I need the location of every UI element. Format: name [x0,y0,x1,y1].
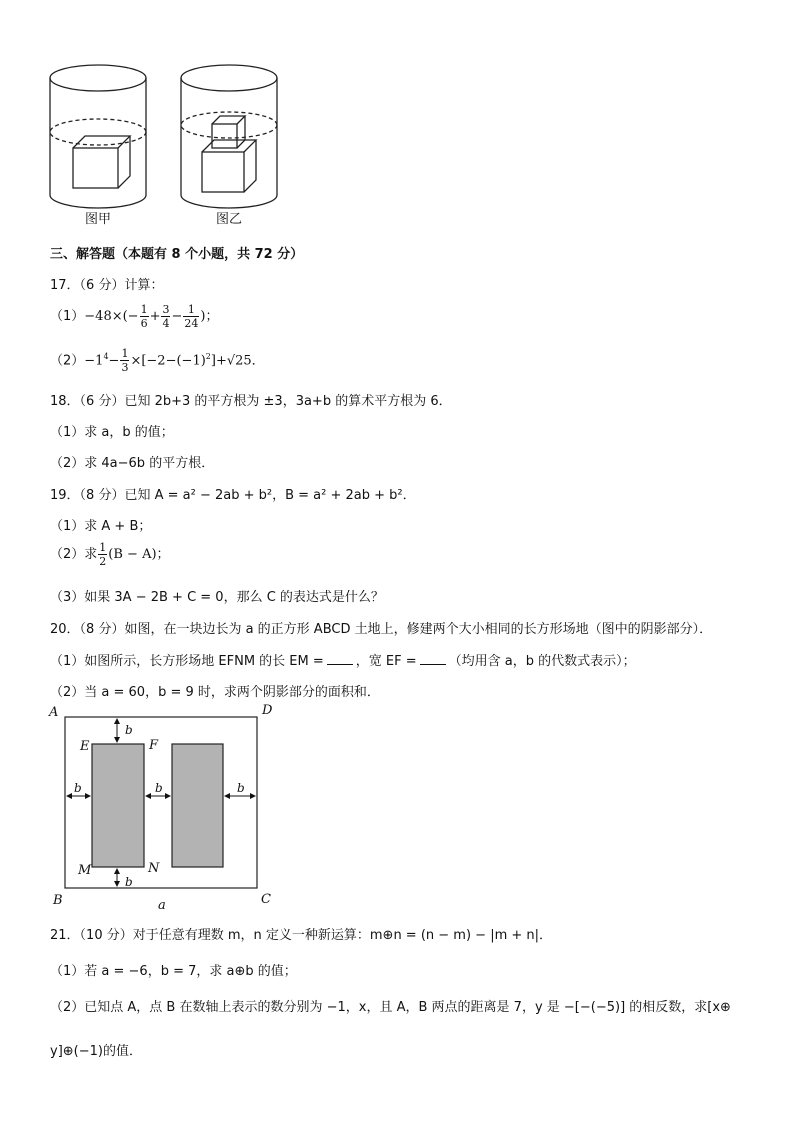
q20-head: 20．（8 分）如图，在一块边长为 a 的正方形 ABCD 土地上，修建两个大小相同的长方形场地（图中的阴影部分）． [50,622,713,637]
numerator: 1 [140,303,148,316]
q20-part2: （2）当 a = 60，b = 9 时，求两个阴影部分的面积和． [50,685,380,700]
plus-sign: + [149,309,161,324]
label-F: F [149,738,159,753]
answer-blank[interactable] [327,652,353,665]
q18-part1: （1）求 a，b 的值； [50,425,174,440]
label-B: B [53,893,63,908]
q17-p1-expr: −48×(− [84,309,139,324]
label-A: A [49,705,59,720]
label-b: b [125,875,133,889]
cylinder-figures [40,55,290,230]
q17-p2-b: − [108,353,120,369]
square-land-figure [45,700,285,915]
label-D: D [262,703,273,718]
denominator: 2 [99,555,107,568]
q19-part1: （1）求 A + B； [50,519,152,534]
label-b: b [155,781,163,795]
q21-part2-cont: y]⊕(−1)的值． [50,1044,142,1059]
denominator: 24 [184,317,199,330]
fraction [140,303,149,330]
section-heading: 三、解答题（本题有 8 个小题，共 72 分） [50,247,304,262]
answer-blank[interactable] [420,652,446,665]
q17-p2-prefix: （2） [50,353,85,369]
fraction [98,541,107,568]
q17-head: 17．（6 分）计算： [50,278,164,293]
numerator: 1 [183,303,199,317]
cylinder-2 [181,65,277,208]
q20-part1 [50,650,636,669]
label-C: C [261,892,271,907]
exponent: 4 [103,352,109,361]
denominator: 4 [162,317,170,330]
q17-p2-d: ]+ [210,353,227,369]
label-E: E [80,739,90,754]
q17-p2-c: ×[−2−(−1) [130,353,206,369]
denominator: 3 [121,361,129,375]
q17-p1-tail: )； [200,309,219,324]
shaded-rect-right [172,744,223,867]
q19-p2-prefix: （2）求 [50,547,98,562]
denominator: 6 [140,317,148,330]
label-b: b [237,781,245,795]
q17-p2-tail: ． [251,353,265,369]
numerator: 1 [121,347,129,361]
q21-part1: （1）若 a = −6，b = 7，求 a⊕b 的值； [50,964,297,979]
q17-p1-prefix: （1） [50,309,85,324]
figure-label-1: 图甲 [85,212,112,227]
q20-p1-b: ，宽 EF = [355,654,417,669]
cylinder-1 [50,65,146,208]
numerator: 1 [99,541,107,554]
sqrt-expression: √25 [226,353,252,369]
q21-part2: （2）已知点 A，点 B 在数轴上表示的数分别为 −1，x，且 A，B 两点的距离是 7，y 是 −[−(−5)] 的相反数，求[x⊕ [50,1000,731,1015]
q19-head: 19．（8 分）已知 A = a² − 2ab + b²，B = a² + 2ab + b²． [50,488,416,503]
fraction [120,347,129,374]
q21-head: 21．（10 分）对于任意有理数 m，n 定义一种新运算：m⊕n = (n − m) − |m + n|． [50,928,553,943]
fraction [161,303,170,330]
q17-part1 [50,300,218,334]
q19-part2 [50,538,170,572]
q17-part2 [50,340,265,378]
label-b: b [74,781,82,795]
q20-p1-c: （均用含 a，b 的代数式表示）； [448,654,636,669]
shaded-rect-left [92,744,144,867]
fraction [183,303,199,330]
q18-head: 18．（6 分）已知 2b+3 的平方根为 ±3，3a+b 的算术平方根为 6． [50,394,452,409]
minus-sign: − [171,309,183,324]
q17-p2-a: −1 [84,353,104,369]
q19-p2-tail: (B − A)； [108,547,170,562]
q18-part2: （2）求 4a−6b 的平方根． [50,456,215,471]
label-a: a [158,898,166,913]
q20-p1-a: （1）如图所示，长方形场地 EFNM 的长 EM = [50,654,324,669]
numerator: 3 [162,303,170,316]
label-b: b [125,723,133,737]
figure-label-2: 图乙 [216,212,243,227]
label-N: N [148,861,160,876]
label-M: M [78,863,92,878]
q19-part3: （3）如果 3A − 2B + C = 0，那么 C 的表达式是什么？ [50,590,384,605]
exponent: 2 [205,352,211,361]
